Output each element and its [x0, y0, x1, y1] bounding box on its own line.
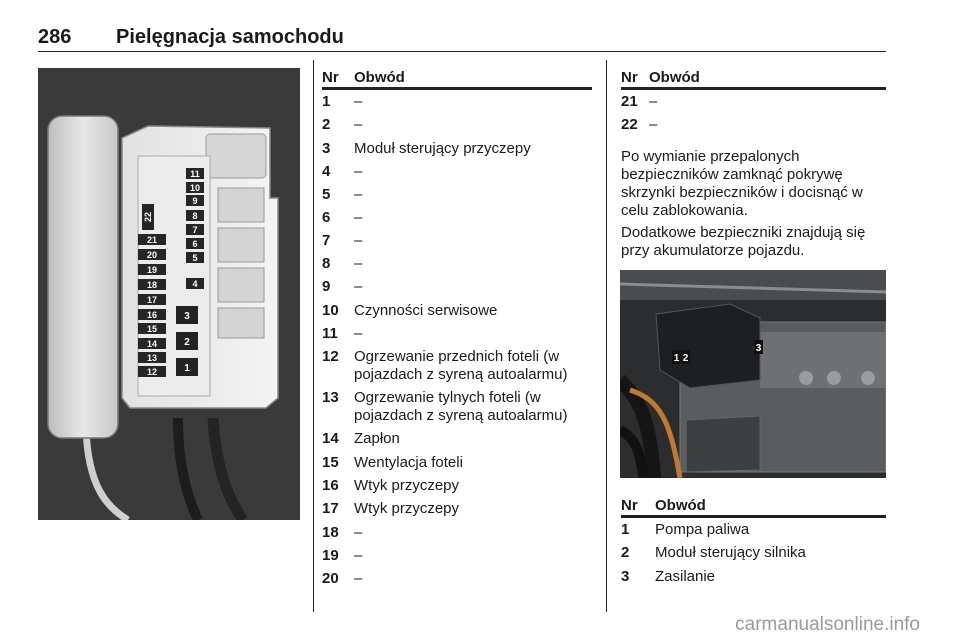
fuse-label: 10 [189, 183, 201, 193]
fuse-label: 6 [192, 239, 198, 249]
fuse-box-illustration [38, 68, 300, 520]
fuse-label: 17 [146, 295, 158, 305]
fuse-table-3: Nr Obwód 1 Pompa paliwa 2 Moduł sterujący silnika 3 Zasilanie [621, 496, 886, 518]
relay-column [176, 306, 198, 376]
col-circuit-header: Obwód [649, 69, 700, 86]
fuse-label: 7 [192, 225, 198, 235]
fuse-label: 14 [146, 339, 158, 349]
fuse-label: 20 [146, 250, 158, 260]
fuse-label: 12 [146, 367, 158, 377]
additional-fuses-paragraph: Dodatkowe bezpieczniki znajdują się przy akumulatorze pojazdu. [621, 224, 866, 259]
photo-label: 1 [673, 353, 680, 364]
col-nr-header: Nr [322, 69, 339, 86]
vertical-fuse-22 [142, 204, 154, 230]
fuse-label: 16 [146, 310, 158, 320]
table-row: 13 Ogrzewanie tylnych foteli (w pojazdach z syreną autoalarmu) [322, 389, 568, 424]
fuse-label: 8 [192, 211, 198, 221]
page-title: Pielęgnacja samochodu [116, 26, 344, 48]
fuse-table-2: Nr Obwód 21 – 22 – [621, 68, 886, 90]
page-number: 286 [38, 26, 72, 48]
col-circuit-header: Obwód [354, 69, 405, 86]
photo-label: 3 [755, 343, 762, 354]
fuse-label: 15 [146, 324, 158, 334]
page-header [38, 26, 886, 52]
fuse-label: 22 [143, 211, 153, 223]
fuse-label: 21 [146, 235, 158, 245]
table-header [621, 68, 886, 90]
table-header [322, 68, 592, 90]
column-divider-2 [606, 60, 607, 612]
relay-label: 3 [184, 311, 190, 322]
watermark: carmanualsonline.info [735, 614, 920, 635]
instruction-paragraph: Po wymianie przepalonych bezpieczników zamknąć pokrywę skrzynki bezpieczników i docisnąć w celu zablokowania. [621, 148, 863, 219]
table-row: 12 Ogrzewanie przednich foteli (w pojazdach z syreną autoalarmu) [322, 348, 568, 383]
col-circuit-header: Obwód [655, 497, 706, 514]
fuse-table-1: Nr Obwód 1 – 2 – 3 Moduł sterujący przyczepy 4 – 5 – 6 – 7 – 8 – 9 – 10 Czynności serwisowe 11 – 12 Ogrzewanie przednich foteli (w pojazdach z syreną autoalarmu) 13 Ogrzewanie tylnych foteli (w pojazdach z syreną autoalarmu) 14 Zapłon 15 Wentylacja foteli 16 Wtyk przyczepy 17 Wtyk przyczepy 18 – 19 – 20 – [322, 68, 592, 90]
fuse-label: 9 [192, 196, 198, 206]
fuse-label: 5 [192, 253, 198, 263]
fuse-label: 19 [146, 265, 158, 275]
fuse-label: 4 [192, 279, 198, 289]
col-nr-header: Nr [621, 497, 638, 514]
relay-label: 2 [184, 337, 190, 348]
fuse-label: 18 [146, 280, 158, 290]
battery-fuse-photo [620, 270, 886, 478]
col-nr-header: Nr [621, 69, 638, 86]
column-divider-1 [313, 60, 314, 612]
relay-label: 1 [184, 363, 190, 374]
table-header [621, 496, 886, 518]
photo-label: 2 [682, 353, 689, 364]
fuse-label: 11 [190, 169, 200, 179]
fuse-label: 13 [146, 353, 158, 363]
